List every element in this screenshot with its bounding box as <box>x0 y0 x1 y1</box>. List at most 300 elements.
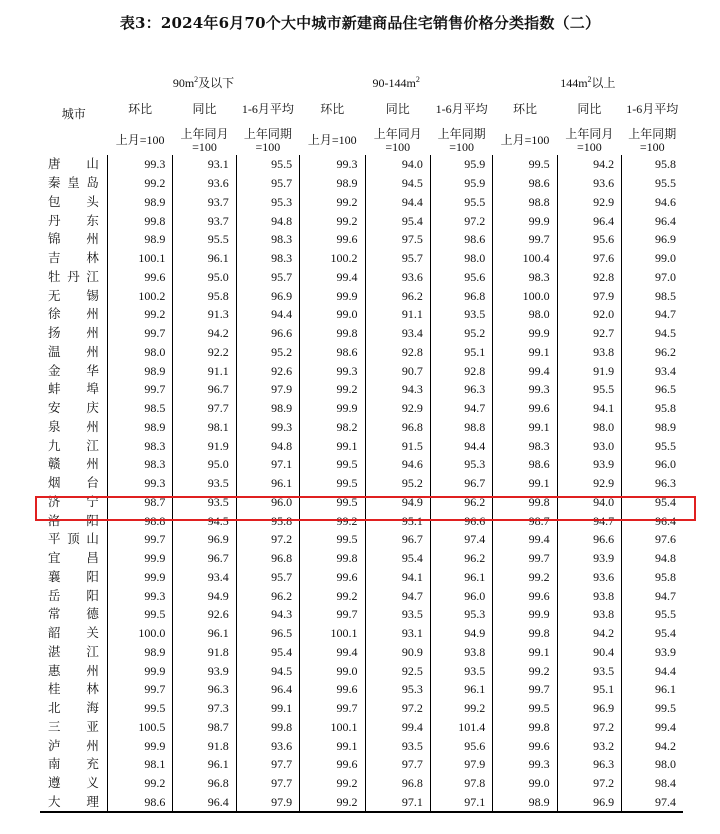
subheader-mom: 环比 <box>128 102 153 116</box>
index-value: 97.7 <box>365 755 430 774</box>
index-value: 98.3 <box>493 268 557 287</box>
index-value: 99.6 <box>300 230 365 249</box>
base-label-avg: 上年同期=100 <box>437 126 486 154</box>
index-value: 94.9 <box>365 493 430 512</box>
index-value: 96.3 <box>173 680 236 699</box>
table-row <box>40 605 683 624</box>
index-value: 99.2 <box>300 586 365 605</box>
index-value: 94.0 <box>557 493 621 512</box>
table-row <box>40 474 683 493</box>
index-value: 97.2 <box>365 699 430 718</box>
city-name: 北海 <box>40 699 107 718</box>
index-value: 96.2 <box>365 286 430 305</box>
index-value: 96.5 <box>655 382 676 397</box>
index-value: 99.9 <box>300 286 365 305</box>
index-value: 94.8 <box>236 211 299 230</box>
index-value: 92.8 <box>365 343 430 362</box>
index-value: 98.3 <box>107 455 172 474</box>
index-value: 96.6 <box>430 511 492 530</box>
table-row <box>40 455 683 474</box>
index-value: 94.3 <box>236 605 299 624</box>
index-value: 99.1 <box>236 699 299 718</box>
index-value: 99.6 <box>300 568 365 587</box>
index-value: 96.4 <box>557 211 621 230</box>
base-label-yoy: 上年同月=100 <box>180 126 229 154</box>
index-value: 91.8 <box>173 643 236 662</box>
index-value: 98.6 <box>493 455 557 474</box>
index-value: 99.9 <box>107 736 172 755</box>
index-value: 94.7 <box>557 511 621 530</box>
subheader-avg: 1-6月平均 <box>241 102 294 116</box>
index-value: 99.8 <box>236 718 299 737</box>
index-value: 95.8 <box>173 286 236 305</box>
index-value: 92.8 <box>430 361 492 380</box>
index-value: 93.2 <box>557 736 621 755</box>
table-row <box>40 718 683 737</box>
index-value: 99.3 <box>107 474 172 493</box>
base-label-mom: 上月=100 <box>307 133 357 147</box>
table-row <box>40 736 683 755</box>
index-value: 100.0 <box>107 624 172 643</box>
index-value: 97.3 <box>173 699 236 718</box>
index-value: 94.9 <box>430 624 492 643</box>
index-value: 96.9 <box>236 286 299 305</box>
index-value: 96.8 <box>365 418 430 437</box>
subheader-avg: 1-6月平均 <box>435 102 488 116</box>
base-label-avg: 上年同期=100 <box>243 126 292 154</box>
index-value: 99.3 <box>107 155 172 174</box>
index-value: 99.1 <box>493 343 557 362</box>
index-value: 96.0 <box>655 457 676 472</box>
index-value: 91.8 <box>173 736 236 755</box>
index-value: 99.2 <box>300 193 365 212</box>
index-value: 95.5 <box>655 438 676 453</box>
index-value: 99.4 <box>365 718 430 737</box>
subheader-yoy: 同比 <box>385 102 410 116</box>
index-value: 95.7 <box>236 174 299 193</box>
index-value: 95.6 <box>430 268 492 287</box>
index-value: 98.4 <box>655 776 676 791</box>
table-row <box>40 586 683 605</box>
city-name: 秦皇岛 <box>40 174 107 193</box>
table-row <box>40 774 683 793</box>
index-value: 96.7 <box>173 549 236 568</box>
city-name: 宜昌 <box>40 549 107 568</box>
table-body <box>40 155 683 812</box>
index-value: 92.5 <box>365 661 430 680</box>
index-value: 96.6 <box>557 530 621 549</box>
index-value: 95.3 <box>430 605 492 624</box>
index-value: 95.8 <box>236 511 299 530</box>
index-value: 99.3 <box>300 155 365 174</box>
index-value: 91.1 <box>365 305 430 324</box>
index-value: 99.9 <box>493 605 557 624</box>
index-value: 93.5 <box>557 661 621 680</box>
index-value: 95.5 <box>655 176 676 191</box>
index-value: 98.6 <box>493 174 557 193</box>
index-value: 99.6 <box>300 755 365 774</box>
index-value: 98.7 <box>173 718 236 737</box>
index-value: 99.4 <box>655 719 676 734</box>
index-value: 90.4 <box>557 643 621 662</box>
index-value: 98.9 <box>107 230 172 249</box>
table-row <box>40 436 683 455</box>
city-name: 安庆 <box>40 399 107 418</box>
index-value: 99.7 <box>493 680 557 699</box>
index-value: 93.6 <box>236 736 299 755</box>
index-value: 92.7 <box>557 324 621 343</box>
index-value: 93.6 <box>365 268 430 287</box>
index-value: 97.2 <box>557 774 621 793</box>
table-row <box>40 305 683 324</box>
index-value: 93.5 <box>365 736 430 755</box>
index-value: 99.2 <box>300 211 365 230</box>
index-value: 95.0 <box>173 268 236 287</box>
index-value: 94.2 <box>557 155 621 174</box>
index-value: 98.6 <box>107 793 172 812</box>
city-name: 大理 <box>40 793 107 812</box>
index-value: 94.6 <box>655 194 676 209</box>
index-value: 99.7 <box>493 230 557 249</box>
index-value: 93.9 <box>173 661 236 680</box>
index-value: 99.5 <box>300 493 365 512</box>
index-value: 99.8 <box>493 624 557 643</box>
city-name: 湛江 <box>40 643 107 662</box>
index-value: 96.4 <box>236 680 299 699</box>
index-value: 94.8 <box>236 436 299 455</box>
index-value: 98.6 <box>300 343 365 362</box>
index-value: 93.9 <box>557 549 621 568</box>
index-value: 96.6 <box>236 324 299 343</box>
base-label-yoy: 上年同月=100 <box>373 126 422 154</box>
city-name: 济宁 <box>40 493 107 512</box>
index-value: 96.5 <box>236 624 299 643</box>
index-value: 97.7 <box>236 755 299 774</box>
index-value: 96.7 <box>430 474 492 493</box>
index-value: 96.9 <box>655 232 676 247</box>
index-value: 94.1 <box>557 399 621 418</box>
index-value: 99.5 <box>300 530 365 549</box>
index-value: 97.4 <box>622 793 683 812</box>
index-value: 99.1 <box>493 643 557 662</box>
index-value: 95.2 <box>430 324 492 343</box>
subheader-mom: 环比 <box>512 102 537 116</box>
index-value: 98.0 <box>107 343 172 362</box>
index-value: 98.5 <box>107 399 172 418</box>
index-value: 98.8 <box>493 193 557 212</box>
index-value: 99.5 <box>107 605 172 624</box>
index-value: 94.3 <box>365 380 430 399</box>
index-value: 92.8 <box>557 268 621 287</box>
table-row <box>40 793 683 812</box>
index-value: 98.3 <box>236 249 299 268</box>
table-title: 表3：2024年6月70个大中城市新建商品住宅销售价格分类指数（二） <box>119 14 601 32</box>
index-value: 99.2 <box>107 174 172 193</box>
index-value: 99.5 <box>300 455 365 474</box>
city-name: 平顶山 <box>40 530 107 549</box>
group-header-small: $90m^2$及以下 <box>172 75 235 90</box>
index-value: 99.5 <box>493 699 557 718</box>
index-value: 98.0 <box>557 418 621 437</box>
index-value: 93.7 <box>173 193 236 212</box>
index-value: 95.3 <box>236 193 299 212</box>
index-value: 98.0 <box>655 757 676 772</box>
index-value: 94.5 <box>236 661 299 680</box>
index-value: 96.9 <box>173 530 236 549</box>
index-value: 94.5 <box>173 511 236 530</box>
index-value: 95.5 <box>655 607 676 622</box>
city-name: 常德 <box>40 605 107 624</box>
index-value: 97.6 <box>557 249 621 268</box>
table-row <box>40 399 683 418</box>
index-value: 97.7 <box>173 399 236 418</box>
index-value: 99.3 <box>236 418 299 437</box>
index-value: 95.9 <box>430 174 492 193</box>
index-value: 99.4 <box>493 361 557 380</box>
index-value: 91.5 <box>365 436 430 455</box>
city-name: 洛阳 <box>40 511 107 530</box>
city-name: 丹东 <box>40 211 107 230</box>
city-name: 吉林 <box>40 249 107 268</box>
index-value: 95.8 <box>655 157 676 172</box>
index-value: 98.9 <box>493 793 557 812</box>
index-value: 99.0 <box>493 774 557 793</box>
index-value: 96.1 <box>173 755 236 774</box>
table-row <box>40 549 683 568</box>
index-value: 99.4 <box>300 643 365 662</box>
index-value: 99.6 <box>300 680 365 699</box>
city-name: 牡丹江 <box>40 268 107 287</box>
index-value: 100.2 <box>107 286 172 305</box>
index-value: 98.0 <box>430 249 492 268</box>
index-value: 101.4 <box>430 718 492 737</box>
index-value: 97.2 <box>557 718 621 737</box>
index-value: 100.2 <box>300 249 365 268</box>
index-value: 97.2 <box>430 211 492 230</box>
table-row <box>40 568 683 587</box>
index-value: 96.0 <box>430 586 492 605</box>
table-row <box>40 643 683 662</box>
index-value: 93.5 <box>430 661 492 680</box>
subheader-avg: 1-6月平均 <box>626 102 679 116</box>
index-value: 95.1 <box>365 511 430 530</box>
table-row <box>40 624 683 643</box>
index-value: 99.4 <box>300 268 365 287</box>
index-value: 99.1 <box>300 736 365 755</box>
index-value: 99.2 <box>300 793 365 812</box>
index-value: 99.9 <box>493 211 557 230</box>
index-value: 92.0 <box>557 305 621 324</box>
city-name: 徐州 <box>40 305 107 324</box>
city-name: 南充 <box>40 755 107 774</box>
index-value: 94.5 <box>655 326 676 341</box>
city-name: 包头 <box>40 193 107 212</box>
index-value: 100.1 <box>300 718 365 737</box>
index-value: 96.1 <box>655 682 676 697</box>
city-column-header: 城市 <box>61 107 86 121</box>
index-value: 91.9 <box>173 436 236 455</box>
index-value: 99.3 <box>493 380 557 399</box>
index-value: 94.4 <box>430 436 492 455</box>
index-value: 97.1 <box>236 455 299 474</box>
table-row <box>40 174 683 193</box>
index-value: 96.2 <box>430 549 492 568</box>
index-value: 94.4 <box>236 305 299 324</box>
index-value: 95.5 <box>173 230 236 249</box>
index-value: 93.1 <box>365 624 430 643</box>
index-value: 98.7 <box>493 511 557 530</box>
index-value: 94.2 <box>655 738 676 753</box>
table-row <box>40 324 683 343</box>
base-label-mom: 上月=100 <box>115 133 165 147</box>
index-value: 96.8 <box>173 774 236 793</box>
city-name: 温州 <box>40 343 107 362</box>
index-value: 94.9 <box>173 586 236 605</box>
index-value: 99.2 <box>493 661 557 680</box>
index-value: 97.6 <box>655 532 676 547</box>
index-value: 96.7 <box>365 530 430 549</box>
index-value: 95.7 <box>365 249 430 268</box>
index-value: 93.1 <box>173 155 236 174</box>
index-value: 92.9 <box>365 399 430 418</box>
index-value: 93.8 <box>557 605 621 624</box>
index-value: 95.4 <box>655 494 676 509</box>
index-value: 95.7 <box>236 268 299 287</box>
index-value: 98.1 <box>107 755 172 774</box>
index-value: 95.7 <box>236 568 299 587</box>
index-value: 97.9 <box>430 755 492 774</box>
table-row <box>40 249 683 268</box>
index-value: 99.7 <box>107 530 172 549</box>
index-value: 99.8 <box>300 549 365 568</box>
index-value: 90.7 <box>365 361 430 380</box>
index-value: 99.2 <box>107 305 172 324</box>
city-name: 三亚 <box>40 718 107 737</box>
table-row <box>40 268 683 287</box>
index-value: 99.3 <box>107 586 172 605</box>
index-value: 95.4 <box>365 549 430 568</box>
index-value: 93.8 <box>430 643 492 662</box>
index-value: 94.7 <box>655 307 676 322</box>
index-value: 94.2 <box>557 624 621 643</box>
index-value: 93.6 <box>173 174 236 193</box>
index-value: 99.2 <box>493 568 557 587</box>
index-value: 93.4 <box>655 363 676 378</box>
index-value: 90.9 <box>365 643 430 662</box>
city-name: 桂林 <box>40 680 107 699</box>
index-value: 99.0 <box>300 305 365 324</box>
city-name: 泉州 <box>40 418 107 437</box>
table-row <box>40 230 683 249</box>
base-label-yoy: 上年同月=100 <box>565 126 614 154</box>
city-name: 韶关 <box>40 624 107 643</box>
index-value: 92.6 <box>173 605 236 624</box>
index-value: 99.6 <box>493 586 557 605</box>
index-value: 95.4 <box>236 643 299 662</box>
index-value: 99.7 <box>493 549 557 568</box>
index-value: 92.2 <box>173 343 236 362</box>
index-value: 97.1 <box>430 793 492 812</box>
index-value: 99.6 <box>493 736 557 755</box>
index-value: 95.3 <box>365 680 430 699</box>
city-name: 蚌埠 <box>40 380 107 399</box>
index-value: 99.5 <box>107 699 172 718</box>
index-value: 95.0 <box>173 455 236 474</box>
index-value: 99.8 <box>107 211 172 230</box>
index-value: 99.0 <box>655 251 676 266</box>
index-value: 99.2 <box>300 511 365 530</box>
index-value: 93.9 <box>655 644 676 659</box>
index-value: 100.0 <box>493 286 557 305</box>
index-value: 99.9 <box>107 549 172 568</box>
index-value: 96.2 <box>655 344 676 359</box>
city-name: 泸州 <box>40 736 107 755</box>
index-value: 98.5 <box>655 288 676 303</box>
index-value: 95.8 <box>655 401 676 416</box>
index-value: 96.4 <box>173 793 236 812</box>
table-row <box>40 530 683 549</box>
index-value: 97.2 <box>236 530 299 549</box>
index-value: 98.9 <box>107 418 172 437</box>
index-value: 97.9 <box>236 380 299 399</box>
index-value: 94.6 <box>365 455 430 474</box>
index-value: 98.1 <box>173 418 236 437</box>
city-name: 锦州 <box>40 230 107 249</box>
table-row <box>40 493 683 512</box>
index-value: 95.2 <box>236 343 299 362</box>
index-value: 96.4 <box>655 213 676 228</box>
index-value: 96.8 <box>236 549 299 568</box>
index-value: 100.5 <box>107 718 172 737</box>
index-value: 93.6 <box>557 568 621 587</box>
index-value: 91.3 <box>173 305 236 324</box>
index-value: 100.1 <box>300 624 365 643</box>
index-value: 97.0 <box>655 269 676 284</box>
city-name: 唐山 <box>40 155 107 174</box>
index-value: 98.9 <box>107 361 172 380</box>
index-value: 99.9 <box>493 324 557 343</box>
table-row <box>40 286 683 305</box>
index-value: 93.4 <box>365 324 430 343</box>
index-value: 93.5 <box>173 493 236 512</box>
index-value: 96.9 <box>557 699 621 718</box>
index-value: 95.6 <box>430 736 492 755</box>
index-value: 96.8 <box>365 774 430 793</box>
index-value: 96.7 <box>173 380 236 399</box>
index-value: 99.9 <box>300 399 365 418</box>
index-value: 92.6 <box>236 361 299 380</box>
table-row <box>40 211 683 230</box>
table-row <box>40 361 683 380</box>
index-value: 94.4 <box>365 193 430 212</box>
price-index-table <box>40 74 683 813</box>
index-value: 97.4 <box>430 530 492 549</box>
index-value: 95.5 <box>430 193 492 212</box>
index-value: 98.9 <box>236 399 299 418</box>
index-value: 94.1 <box>365 568 430 587</box>
index-value: 96.1 <box>173 249 236 268</box>
index-value: 93.4 <box>173 568 236 587</box>
index-value: 98.7 <box>107 493 172 512</box>
index-value: 94.0 <box>365 155 430 174</box>
index-value: 99.8 <box>300 324 365 343</box>
index-value: 94.8 <box>655 551 676 566</box>
index-value: 96.0 <box>236 493 299 512</box>
index-value: 96.2 <box>236 586 299 605</box>
index-value: 95.6 <box>557 230 621 249</box>
index-value: 93.7 <box>173 211 236 230</box>
index-value: 99.6 <box>107 268 172 287</box>
